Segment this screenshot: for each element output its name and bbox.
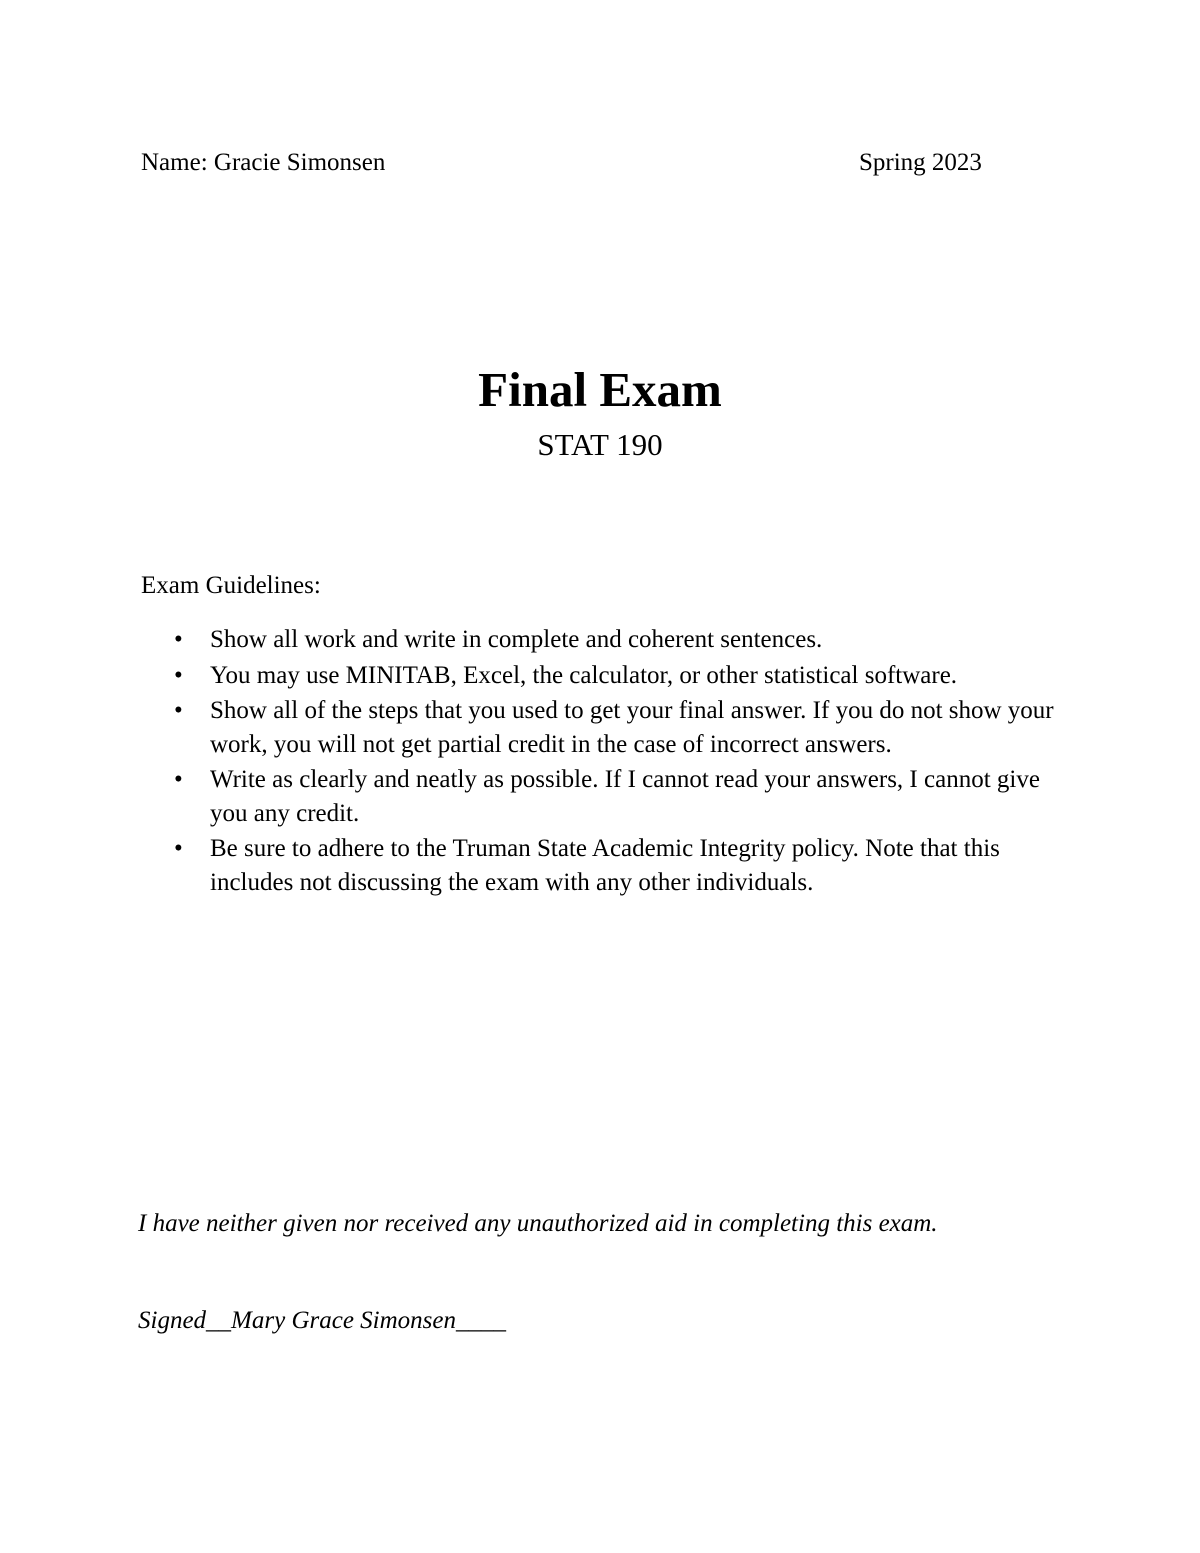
bullet-icon: • (174, 661, 183, 689)
exam-term: Spring 2023 (859, 149, 982, 176)
guideline-text: Show all of the steps that you used to get your final answer. If you do not show your work, you will not get partial credit in the case of incorrect answers. (210, 697, 1054, 758)
list-item (141, 763, 1061, 830)
student-name: Name: Gracie Simonsen (141, 149, 386, 176)
signature-line: Signed__Mary Grace Simonsen____ (138, 1307, 506, 1334)
page-title: Final Exam (478, 362, 722, 417)
guideline-text: Be sure to adhere to the Truman State Academic Integrity policy. Note that this includes not discussing the exam with any other individuals. (210, 835, 1000, 896)
list-item (141, 659, 1061, 693)
guideline-text: Show all work and write in complete and coherent sentences. (210, 626, 823, 653)
list-item (141, 623, 1061, 657)
bullet-icon: • (174, 626, 183, 653)
guideline-text: Write as clearly and neatly as possible. If I cannot read your answers, I cannot give you any credit. (210, 766, 1040, 827)
bullet-icon: • (174, 766, 183, 793)
list-item (141, 832, 1061, 899)
bullet-icon: • (174, 697, 183, 724)
guidelines-heading: Exam Guidelines: (141, 572, 321, 599)
bullet-icon: • (174, 835, 183, 862)
guidelines-list (141, 623, 1061, 901)
course-code: STAT 190 (537, 427, 663, 462)
guideline-text: You may use MINITAB, Excel, the calculator, or other statistical software. (210, 661, 958, 689)
integrity-statement: I have neither given nor received any unauthorized aid in completing this exam. (138, 1210, 938, 1237)
list-item (141, 694, 1061, 761)
